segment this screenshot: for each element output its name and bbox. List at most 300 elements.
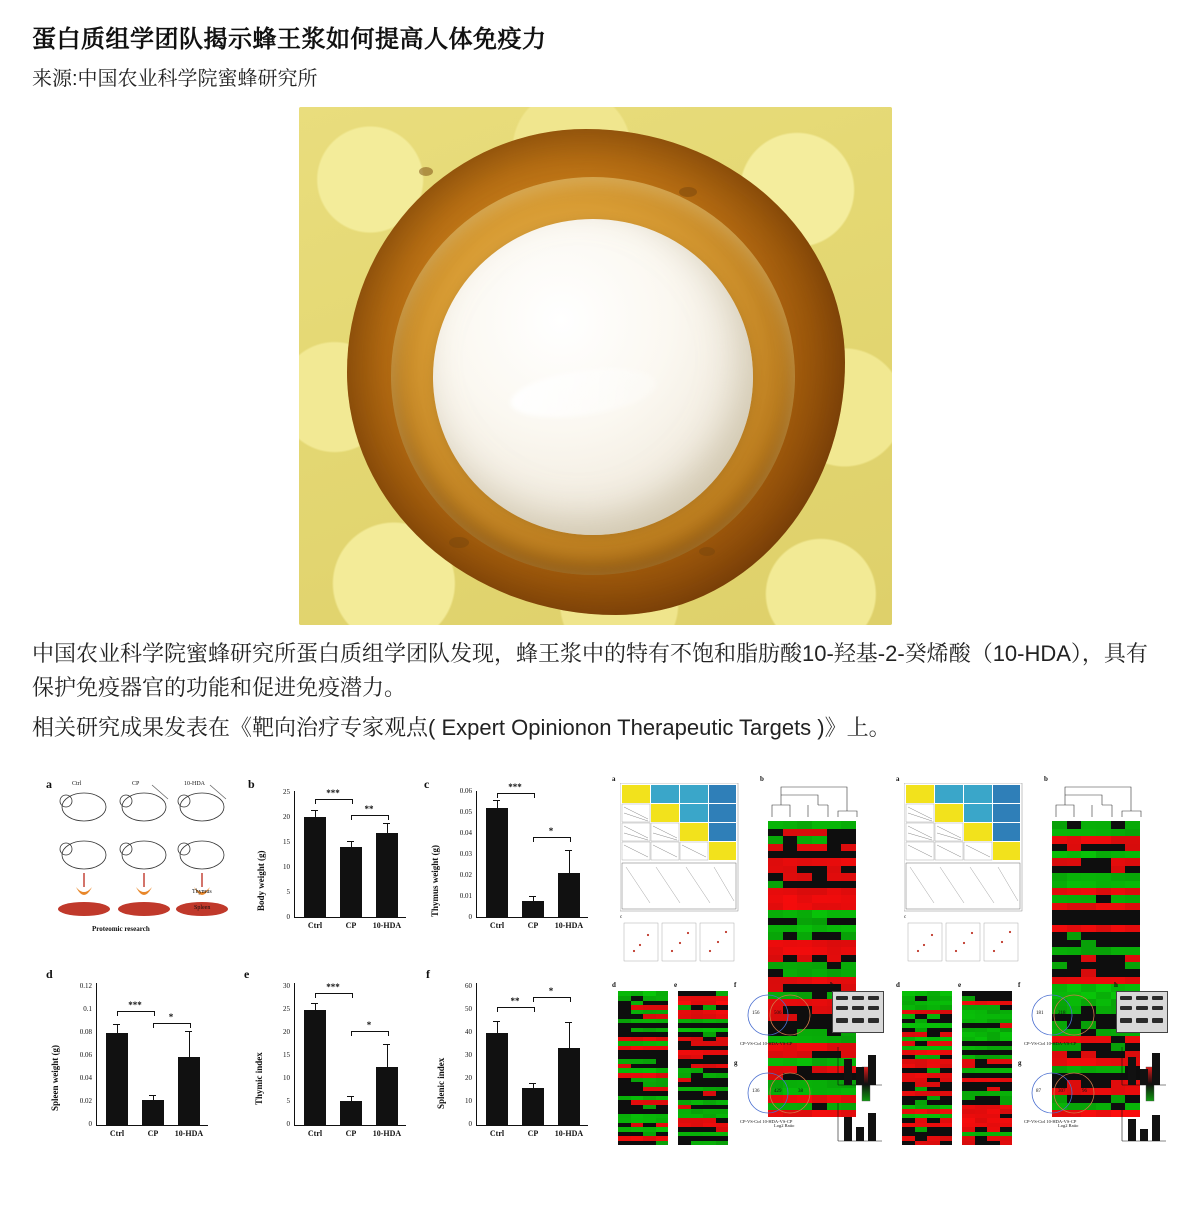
panel-d-spleen-weight	[44, 967, 224, 1157]
heatmap-cell	[797, 866, 812, 873]
panel-e-bar-hda	[376, 1067, 398, 1125]
heatmap-cell	[841, 866, 856, 873]
correlation-matrix-1	[620, 783, 740, 913]
quant-bars-bottom-2	[1114, 1099, 1170, 1149]
panel-b-errcap-cp	[347, 841, 354, 842]
blot-band	[1152, 996, 1163, 1000]
heatmap-cell	[827, 947, 842, 954]
heatmap-cell	[812, 873, 827, 880]
expression-heatmap-d2	[902, 991, 952, 1145]
blot-band	[852, 1018, 864, 1023]
schematic-label-10hda: 10-HDA	[184, 781, 205, 788]
panel-b-cat-ctrl: Ctrl	[307, 921, 323, 931]
heatmap-cell	[797, 977, 812, 984]
heatmap-cell	[812, 903, 827, 910]
heatmap-cell	[812, 947, 827, 954]
heatmap-cell	[768, 888, 783, 895]
heatmap-cell	[1067, 829, 1082, 836]
heatmap-cell	[827, 866, 842, 873]
heatmap-cell	[1052, 844, 1067, 851]
panel-c-cat-hda: 10-HDA	[554, 921, 584, 931]
heatmap-cell	[797, 932, 812, 939]
article-source: 来源:中国农业科学院蜜蜂研究所	[32, 68, 318, 91]
heatmap-cell	[1096, 866, 1111, 873]
heatmap-cell	[812, 1051, 827, 1058]
heatmap-cell	[1125, 955, 1140, 962]
heatmap-cell	[1067, 910, 1082, 917]
heatmap-cell	[1096, 932, 1111, 939]
venn-count-mid-1: 506	[774, 1011, 782, 1017]
heatmap-cell	[827, 918, 842, 925]
heatmap-cell	[1081, 969, 1096, 976]
research-figure	[0, 771, 1191, 1161]
panel-f-splenic-index	[424, 967, 604, 1157]
panel-d-errcap-hda	[185, 1031, 192, 1032]
heatmap-cell	[812, 925, 827, 932]
panel-e-yaxis	[294, 983, 295, 1125]
heatmap-cell	[783, 925, 798, 932]
panel-c-err-hda	[569, 850, 570, 874]
heatmap-cell	[1111, 866, 1126, 873]
heatmap-cell	[841, 940, 856, 947]
heatmap-cell	[1052, 977, 1067, 984]
heatmap-cell	[1081, 955, 1096, 962]
heatmap-cell	[768, 955, 783, 962]
blot-band	[1120, 1006, 1132, 1010]
panel-d-ylabel: Spleen weight (g)	[50, 1045, 60, 1112]
heatmap-cell	[1052, 932, 1067, 939]
heatmap-cell	[1125, 858, 1140, 865]
panel-c-tick-005: 0.05	[459, 808, 472, 817]
heatmap-cell	[1096, 903, 1111, 910]
panel-d-yaxis	[96, 983, 97, 1125]
panel-c-bar-ctrl	[486, 808, 508, 917]
panel-f-tick-30: 30	[465, 1051, 472, 1060]
venn-count-left-2: 181	[1036, 1011, 1044, 1017]
panel-b-cat-hda: 10-HDA	[372, 921, 402, 931]
panel-d-err-hda	[189, 1031, 190, 1058]
heatmap-cell	[1052, 858, 1067, 865]
heatmap-cell	[841, 821, 856, 828]
thumb2-letter-c: c	[904, 915, 907, 921]
blot-band	[1136, 1006, 1148, 1010]
heatmap-cell	[797, 940, 812, 947]
panel-d-sigbar-2	[153, 1023, 191, 1028]
panel-c-sig-1: ***	[508, 782, 522, 793]
heatmap-cell	[1067, 895, 1082, 902]
heatmap-cell	[1052, 829, 1067, 836]
heatmap-cell	[797, 858, 812, 865]
panel-d-bar-cp	[142, 1100, 164, 1125]
panel-f-yaxis	[476, 983, 477, 1125]
panel-b-tick-0: 0	[286, 913, 290, 922]
heatmap-cell	[812, 962, 827, 969]
heatmap-cell	[1111, 955, 1126, 962]
panel-c-sig-2: *	[548, 826, 554, 837]
panel-e-tick-25: 25	[283, 1005, 290, 1014]
heatmap-cell	[1111, 910, 1126, 917]
panel-b-bar-hda	[376, 833, 398, 917]
heatmap-cell	[1067, 940, 1082, 947]
heatmap-cell	[1111, 903, 1126, 910]
heatmap-cell	[841, 1036, 856, 1043]
royal-jelly-blob	[433, 219, 753, 535]
panel-d-xaxis	[96, 1125, 208, 1126]
heatmap-cell	[1096, 977, 1111, 984]
panel-b-tick-20: 20	[283, 813, 290, 822]
blot-band	[1152, 1018, 1163, 1023]
heatmap-cell	[987, 1141, 1000, 1146]
thumb1-scatter-row	[620, 921, 740, 977]
heatmap-cell	[768, 903, 783, 910]
heatmap-cell	[1081, 962, 1096, 969]
venn-count-right-1: 26	[798, 1011, 803, 1017]
schematic-label-spleen: Spleen	[194, 905, 211, 912]
panel-b-bar-cp	[340, 847, 362, 917]
article-paragraph-1: 中国农业科学院蜜蜂研究所蛋白质组学团队发现，蜂王浆中的特有不饱和脂肪酸10-羟基-2-癸烯酸（10-HDA），具有保护免疫器官的功能和促进免疫潜力。	[32, 641, 1148, 701]
heatmap-cell	[1125, 895, 1140, 902]
heatmap-cell	[1081, 836, 1096, 843]
blot-band	[836, 1018, 848, 1023]
heatmap-cell	[783, 829, 798, 836]
heatmap-cell	[975, 1141, 988, 1146]
heatmap-cell	[1125, 969, 1140, 976]
panel-e-thymic-index	[242, 967, 422, 1157]
panel-e-bar-cp	[340, 1101, 362, 1125]
blot-band	[868, 1018, 879, 1023]
panel-letter-f: f	[426, 967, 430, 982]
heatmap-cell	[812, 844, 827, 851]
panel-f-bar-hda	[558, 1048, 580, 1125]
panel-c-yaxis	[476, 791, 477, 917]
panel-b-tick-5: 5	[286, 888, 290, 897]
heatmap-cell	[1111, 940, 1126, 947]
heatmap-cell	[768, 821, 783, 828]
thumb2-letter-f: f	[1018, 981, 1021, 990]
heatmap-cell	[1052, 918, 1067, 925]
panel-c-xaxis	[476, 917, 588, 918]
venn-diagram-top-2	[1020, 989, 1108, 1045]
heatmap-cell	[827, 932, 842, 939]
heatmap-cell	[768, 829, 783, 836]
heatmap-cell	[783, 947, 798, 954]
heatmap-cell	[797, 962, 812, 969]
heatmap-cell	[783, 836, 798, 843]
thumb1-letter-c: c	[620, 915, 623, 921]
panel-d-bar-hda	[178, 1057, 200, 1125]
heatmap-cell	[768, 962, 783, 969]
heatmap-cell	[1111, 844, 1126, 851]
heatmap-cell	[1096, 947, 1111, 954]
panel-e-ylabel: Thymic index	[254, 1052, 264, 1106]
panel-c-errcap-cp	[529, 896, 536, 897]
thumb2-letter-b: b	[1044, 775, 1048, 784]
thumb1-letter-h: h	[830, 981, 834, 990]
heatmap-cell	[768, 851, 783, 858]
heatmap-cell	[827, 925, 842, 932]
heatmap-cell	[812, 851, 827, 858]
heatmap-cell	[812, 895, 827, 902]
panel-e-tick-10: 10	[283, 1074, 290, 1083]
panel-f-bar-ctrl	[486, 1033, 508, 1125]
heatmap-cell	[1111, 947, 1126, 954]
heatmap-cell	[1067, 866, 1082, 873]
panel-f-errcap-ctrl	[493, 1021, 500, 1022]
blot-band	[1152, 1006, 1163, 1010]
heatmap-cell	[768, 940, 783, 947]
panel-e-err-ctrl	[315, 1003, 316, 1011]
heatmap-cell	[1111, 873, 1126, 880]
heatmap-cell	[841, 844, 856, 851]
article-paragraph-2: 相关研究成果发表在《靶向治疗专家观点( Expert Opinionon Therapeutic Targets )》上。	[32, 715, 891, 741]
heatmap-cell	[1096, 940, 1111, 947]
panel-d-tick-012: 0.12	[79, 982, 92, 991]
heatmap-cell	[812, 940, 827, 947]
panel-d-cat-hda: 10-HDA	[174, 1129, 204, 1139]
heatmap-cell	[827, 955, 842, 962]
heatmap-cell	[812, 888, 827, 895]
venn-axis-3: CP-VS-Ctrl 10-HDA-VS-CP	[1024, 1041, 1077, 1047]
heatmap-cell	[1052, 881, 1067, 888]
heatmap-cell	[841, 977, 856, 984]
panel-f-err-hda	[569, 1022, 570, 1049]
heatmap-cell	[841, 903, 856, 910]
heatmap-cell	[1096, 888, 1111, 895]
venn-diagram-bottom-1	[736, 1067, 824, 1123]
heatmap-cell	[768, 844, 783, 851]
thumb2-letter-g: g	[1018, 1059, 1022, 1068]
panel-c-errcap-ctrl	[493, 800, 500, 801]
heatmap-cell	[1081, 858, 1096, 865]
venn-count-right-2: 49	[1082, 1011, 1087, 1017]
heatmap-cell	[827, 903, 842, 910]
heatmap-cell	[783, 866, 798, 873]
heatmap-cell	[1096, 895, 1111, 902]
panel-c-tick-0: 0	[468, 913, 472, 922]
heatmap-cell	[1067, 955, 1082, 962]
venn-diagram-top-1	[736, 989, 824, 1045]
heatmap-cell	[1081, 903, 1096, 910]
heatmap-cell	[827, 881, 842, 888]
panel-d-tick-01: 0.1	[83, 1005, 92, 1014]
heatmap-cell	[1096, 836, 1111, 843]
panel-d-tick-004: 0.04	[79, 1074, 92, 1083]
panel-b-tick-15: 15	[283, 838, 290, 847]
heatmap-cell	[1067, 925, 1082, 932]
heatmap-cell	[812, 910, 827, 917]
heatmap-cell	[797, 844, 812, 851]
heatmap-cell	[1081, 910, 1096, 917]
colorbar-label-1: Log2 Ratio	[774, 1123, 795, 1129]
panel-c-cat-cp: CP	[527, 921, 539, 931]
panel-c-tick-006: 0.06	[459, 787, 472, 796]
heatmap-cell	[1081, 888, 1096, 895]
panel-b-cat-cp: CP	[345, 921, 357, 931]
panel-f-cat-cp: CP	[527, 1129, 539, 1139]
heatmap-cell	[797, 851, 812, 858]
venn2-count-left-2: 87	[1036, 1089, 1041, 1095]
heatmap-cell	[1067, 969, 1082, 976]
panel-d-tick-0: 0	[88, 1120, 92, 1129]
panel-c-sigbar-2	[533, 837, 571, 842]
panel-b-sig-2: **	[364, 804, 374, 815]
panel-d-sig-2: *	[168, 1012, 174, 1023]
heatmap-cell	[783, 873, 798, 880]
heatmap-cell	[1052, 955, 1067, 962]
heatmap-cell	[812, 881, 827, 888]
heatmap-cell	[1111, 925, 1126, 932]
panel-d-tick-008: 0.08	[79, 1028, 92, 1037]
heatmap-cell	[1067, 962, 1082, 969]
blot-band	[868, 1006, 879, 1010]
heatmap-cell	[1081, 895, 1096, 902]
panel-b-err-cp	[351, 841, 352, 848]
venn2-count-right-1: 38	[798, 1089, 803, 1095]
heatmap-cell	[1052, 866, 1067, 873]
thumb2-letter-e: e	[958, 981, 962, 990]
panel-f-err-ctrl	[497, 1021, 498, 1034]
heatmap-cell	[1067, 888, 1082, 895]
expression-heatmap-e2	[962, 991, 1012, 1145]
panel-f-cat-hda: 10-HDA	[554, 1129, 584, 1139]
panel-f-tick-50: 50	[465, 1005, 472, 1014]
panel-b-err-ctrl	[315, 810, 316, 818]
heatmap-cell	[1111, 881, 1126, 888]
blot-band	[852, 1006, 864, 1010]
heatmap-cell	[812, 969, 827, 976]
venn-count-left-1: 156	[752, 1011, 760, 1017]
heatmap-cell	[1067, 836, 1082, 843]
heatmap-cell	[827, 829, 842, 836]
panel-b-yaxis	[294, 791, 295, 917]
heatmap-cell	[841, 955, 856, 962]
heatmap-cell	[1081, 918, 1096, 925]
thumb2-letter-a: a	[896, 775, 900, 784]
heatmap-cell	[1081, 940, 1096, 947]
heatmap-cell	[1111, 962, 1126, 969]
panel-letter-c: c	[424, 777, 430, 792]
panel-f-ylabel: Splenic index	[436, 1058, 446, 1110]
panel-d-errcap-cp	[149, 1095, 156, 1096]
blot-band	[836, 996, 848, 1000]
heatmap-cell	[783, 851, 798, 858]
venn-count-mid-2: 218	[1058, 1011, 1066, 1017]
heatmap-cell	[962, 1141, 975, 1146]
heatmap-cell	[1096, 910, 1111, 917]
heatmap-cell	[783, 977, 798, 984]
heatmap-cell	[1067, 881, 1082, 888]
panel-b-errcap-ctrl	[311, 810, 318, 811]
heatmap-cell	[1096, 881, 1111, 888]
heatmap-cell	[1081, 821, 1096, 828]
heatmap-cell	[1067, 932, 1082, 939]
venn2-count-left-1: 136	[752, 1089, 760, 1095]
panel-f-cat-ctrl: Ctrl	[489, 1129, 505, 1139]
heatmap-cell	[768, 910, 783, 917]
blot-band	[836, 1006, 848, 1010]
heatmap-cell	[797, 955, 812, 962]
heatmap-cell	[1052, 910, 1067, 917]
omics-thumbnail-block-1	[612, 775, 884, 1157]
schematic-label-cp: CP	[132, 781, 140, 788]
panel-e-tick-5: 5	[286, 1097, 290, 1106]
heatmap-cell	[1081, 932, 1096, 939]
heatmap-cell	[768, 873, 783, 880]
thumb1-letter-a: a	[612, 775, 616, 784]
panel-e-err-hda	[387, 1044, 388, 1068]
heatmap-cell	[1125, 873, 1140, 880]
heatmap-cell	[1111, 858, 1126, 865]
panel-b-tick-25: 25	[283, 788, 290, 797]
panel-b-tick-10: 10	[283, 863, 290, 872]
heatmap-cell	[1096, 955, 1111, 962]
heatmap-cell	[1096, 829, 1111, 836]
heatmap-cell	[1096, 858, 1111, 865]
heatmap-cell	[1052, 969, 1067, 976]
heatmap-cell	[1067, 844, 1082, 851]
heatmap-cell	[1052, 895, 1067, 902]
heatmap-cell	[915, 1141, 928, 1146]
heatmap-cell	[631, 1141, 644, 1146]
panel-c-tick-004: 0.04	[459, 829, 472, 838]
heatmap-cell	[827, 962, 842, 969]
panel-e-sig-2: *	[366, 1020, 372, 1031]
panel-b-ylabel: Body weight (g)	[256, 850, 266, 912]
heatmap-cell	[768, 895, 783, 902]
heatmap-cell	[1125, 932, 1140, 939]
panel-e-cat-ctrl: Ctrl	[307, 1129, 323, 1139]
heatmap-cell	[783, 844, 798, 851]
heatmap-cell	[1067, 1051, 1082, 1058]
venn2-count-mid-2: 307	[1058, 1089, 1066, 1095]
heatmap-cell	[783, 932, 798, 939]
thumb1-letter-d: d	[612, 981, 616, 990]
heatmap-cell	[691, 1141, 704, 1146]
heatmap-cell	[1096, 1051, 1111, 1058]
panel-e-tick-15: 15	[283, 1051, 290, 1060]
thumb2-scatter-row	[904, 921, 1024, 977]
heatmap-cell	[1052, 1058, 1067, 1065]
heatmap-cell	[827, 844, 842, 851]
venn-axis-4: CP-VS-Ctrl 10-HDA-VS-CP	[1024, 1119, 1077, 1125]
heatmap-cell	[768, 881, 783, 888]
heatmap-cell	[1052, 962, 1067, 969]
panel-d-cat-ctrl: Ctrl	[109, 1129, 125, 1139]
thumb1-letter-f: f	[734, 981, 737, 990]
heatmap-cell	[827, 895, 842, 902]
omics-thumbnail-block-2	[896, 775, 1168, 1157]
heatmap-cell	[797, 947, 812, 954]
heatmap-cell	[797, 829, 812, 836]
panel-c-err-ctrl	[497, 800, 498, 809]
heatmap-cell	[678, 1141, 691, 1146]
heatmap-cell	[827, 851, 842, 858]
blot-band	[1120, 996, 1132, 1000]
heatmap-cell	[827, 873, 842, 880]
heatmap-cell	[1067, 977, 1082, 984]
panel-c-errcap-hda	[565, 850, 572, 851]
heatmap-cell	[812, 821, 827, 828]
heatmap-cell	[1067, 873, 1082, 880]
heatmap-cell	[783, 895, 798, 902]
heatmap-cell	[812, 1058, 827, 1065]
heatmap-cell	[716, 1141, 729, 1146]
heatmap-cell	[841, 962, 856, 969]
heatmap-cell	[1096, 873, 1111, 880]
panel-c-tick-001: 0.01	[459, 892, 472, 901]
colorbar-label-2: Log2 Ratio	[1058, 1123, 1079, 1129]
heatmap-cell	[1052, 940, 1067, 947]
